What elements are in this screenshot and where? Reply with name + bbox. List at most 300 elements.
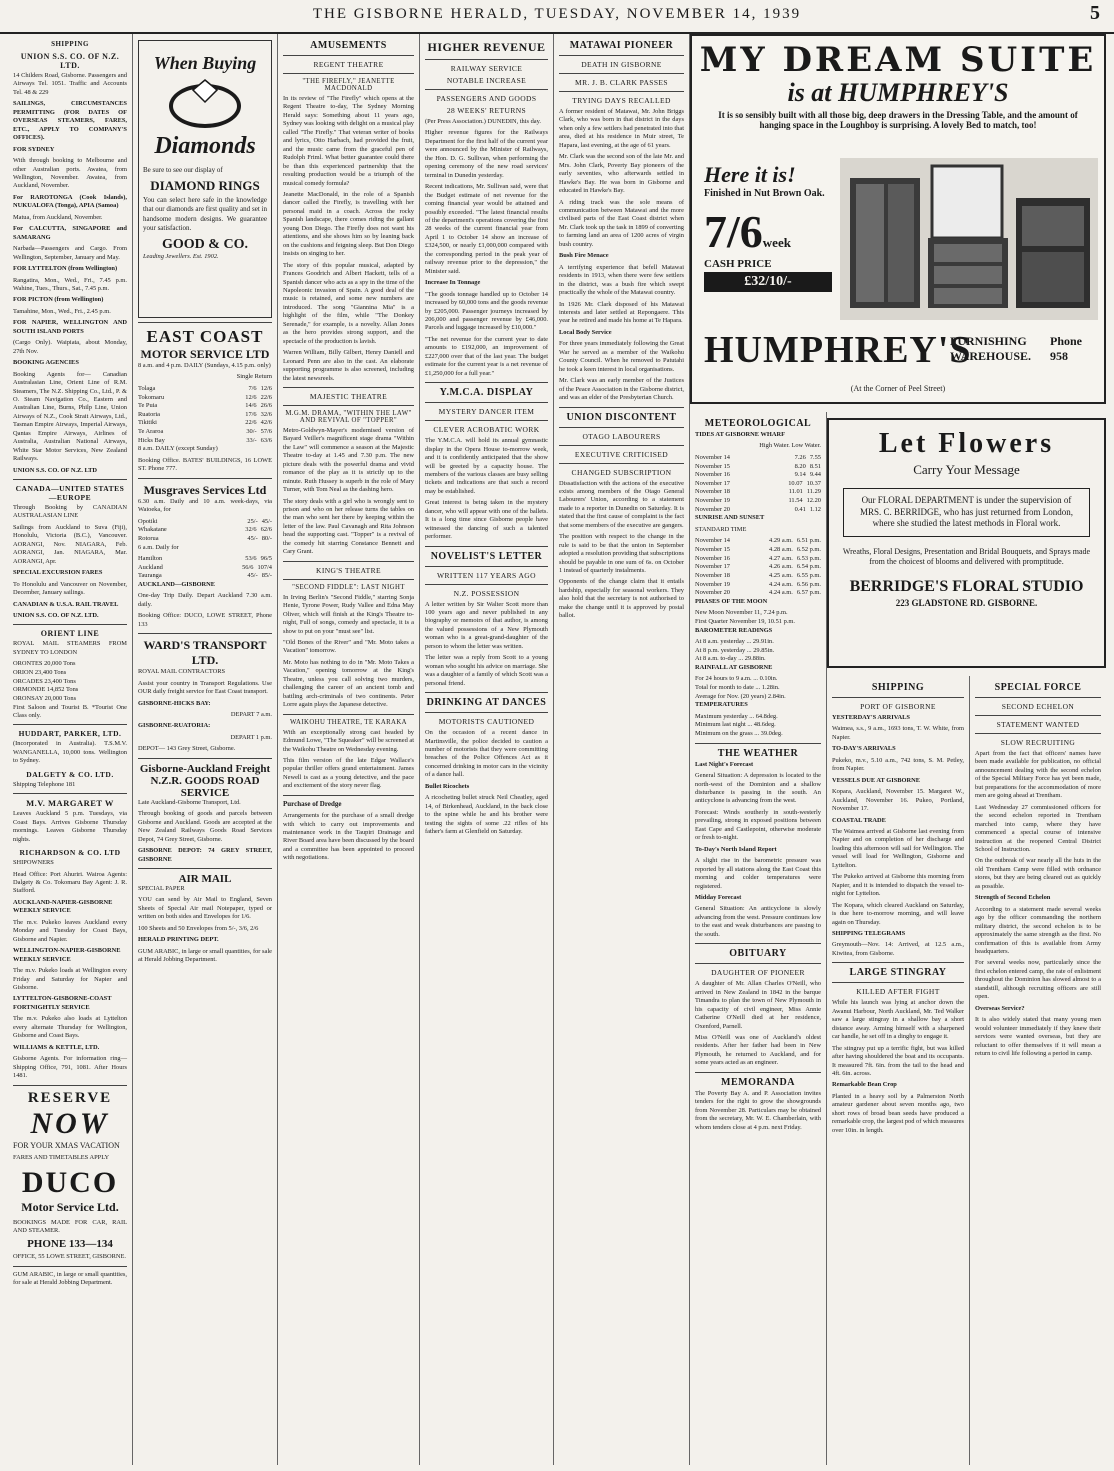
shipping-classifieds-column: SHIPPING UNION S.S. CO. OF N.Z. LTD. 14 Childers Road, Gisborne. Passengers and Airways Tel. 1051. Traffic and Accounts Tel. 48 & 229 SAILINGS, CIRCUMSTANCES PERMITTING (FOR DATES OF OVERSEAS STEAMERS, FARES, ETC., APPLY TO COMPANY'S OFFICES). FOR SYDNEY With through booking to Melbourne and other Australian ports. Awatea, from Wellington, November. Awatea, from Auckland, November. For RAROTONGA (Cook Islands), NUKUALOFA (Tonga), APIA (Samoa) Matua, from Auckland, November. For CALCUTTA, SINGAPORE and SAMARANG Narbada—Passengers and Cargo. From Wellington, September, January and May. FOR LYTTELTON (from Wellington) Rangatira, Mon., Wed., Fri., 7.45 p.m. Wahine, Tues., Thurs., Sat., 7.45 p.m. FOR PICTON (from Wellington) Tamahine, Mon., Wed., Fri., 2.45 p.m. FOR NAPIER, WELLINGTON AND SOUTH ISLAND PORTS (Cargo Only). Waipiata, about Monday, 27th Nov. BOOKING AGENCIES Booking Agents for— Canadian Australasian Line, Orient Line of R.M. Steamers, The N.Z. Shipping Co., Ltd., P. & O. Steam Navigation Co., Eastern and Australian Line, Burns, Philp Line, Union Airways of N.Z., Cook Strait Airways, Ltd., Tasman Empire Airways, Imperial Airways, Qantas Empire Airways, Airlines of Australia, Australian National Airways, White Star Motor Services, New Zealand Railways. UNION S.S. CO. OF N.Z. LTD CANADA—UNITED STATES —EUROPE Through Booking by CANADIAN AUSTRALASIAN LINE Sailings from Auckland to Suva (Fiji), Honolulu, Victoria (B.C.), Vancouver. AORANGI, Nov. NIAGARA, Feb. AORANGI, Jan. NIAGARA, Mar. AORANGI, Apr. SPECIAL EXCURSION FARES To Honolulu and Vancouver on November, December, January sailings. CANADIAN & U.S.A. RAIL TRAVEL UNION S.S. CO. OF N.Z. LTD. ORIENT LINE ROYAL MAIL STEAMERS FROM SYDNEY TO LONDON ORONTES 20,000 Tons ORION 23,400 Tons ORCADES 23,400 Tons ORMONDE 14,852 Tons ORONSAY 20,000 Tons First Saloon and Tourist B. *Tourist One Class only. HUDDART, PARKER, LTD. (Incorporated in Australia). T.S.M.V. WANGANELLA, 10,000 tons. Wellington to Sydney. DALGETY & CO. LTD. Shipping Telephone 181 M.V. MARGARET W Leaves Auckland 5 p.m. Tuesdays, via Coast Bays. Arrives Gisborne Thursday mornings. Leaves Gisborne Thursday nights. RICHARDSON & CO. LTD SHIPOWNERS Head Office: Port Ahuriri. Wairoa Agents: Dalgety & Co. Tokomaru Bay Agent: J. R. Stafford. AUCKLAND-NAPIER-GISBORNE WEEKLY SERVICE The m.v. Pukeko leaves Auckland every Monday and Tuesday for Coast Bays, Gisborne and Napier. WELLINGTON-NAPIER-GISBORNE WEEKLY SERVICE The m.v. Pukeko loads at Wellington every Friday and Saturday for Napier and Gisborne. LYTTELTON-GISBORNE-COAST FORTNIGHTLY SERVICE The m.v. Pukeko also loads at Lyttelton every alternate Thursday for Wellington, Gisborne and Coast Bays. WILLIAMS & KETTLE, LTD. Gisborne Agents. For information ring— Shipping Office, 791, 1081. After Hours 1481. RESERVE NOW FOR YOUR XMAS VACATION FARES AND TIMETABLES APPLY DUCO Motor Service Ltd. BOOKINGS MADE FOR CAR, RAIL AND STEAMER. PHONE 133—134 OFFICE, 55 LOWE STREET, GISBORNE. GUM ARABIC, in large or small quantities, for sale at Herald Jobbing Department. <box>8 34 133 1465</box>
orient-ship <box>13 669 127 678</box>
sun-row-cell: November 17 <box>695 563 730 571</box>
orient-ship-list <box>13 660 127 703</box>
herald-printing: HERALD PRINTING DEPT. <box>138 936 219 944</box>
musgraves-fare-row-cell: 45/- <box>247 534 258 542</box>
weather-paragraph-2: Forecast: Winds southerly in south-westerly prevailing, strong in exposed positions between East Cape and Castlepoint, otherwise moderate or fresh to-night. <box>695 808 821 842</box>
majestic-paragraph: Metro-Goldwyn-Mayer's modernised version of Bayard Veiller's magnificent stage drama "Within the Law" will commence a season at the Majestic Theatre to-day at 1.45 and 7.30 p.m. The new picture deals with the powerful drama and vivid romance of the play as it is strictly up to the minute. Ruth Hussey is superb in the role of Mary Turner, with Tom Neal as the dashing hero. <box>283 426 414 494</box>
last-forecast-heading: Last Night's Forecast <box>695 760 754 768</box>
stingray-heading: LARGE STINGRAY <box>849 967 947 979</box>
union-paragraph-2: The position with respect to the change in the rule is said to be that the union in September adopted a resolution providing that subscriptions should be payable in one sum of 6s. on October 1 instead of quarterly instalments. <box>559 533 684 575</box>
booking-agencies: BOOKING AGENCIES <box>13 359 79 367</box>
killed-sub: KILLED AFTER FIGHT <box>856 987 940 997</box>
musgraves-fare-row-cell: 80/- <box>261 534 272 542</box>
musgraves-fare-row-cell: 32/6 <box>245 526 257 534</box>
musgraves-more-row <box>138 572 272 581</box>
east-fare-row-cell: Tikitiki <box>138 419 157 427</box>
death-sub: DEATH IN GISBORNE <box>581 60 662 69</box>
tide-row-cell: 9.44 <box>809 471 821 479</box>
sydney-heading: FOR SYDNEY <box>13 145 55 153</box>
met-heading: METEOROLOGICAL <box>704 418 812 429</box>
tide-row <box>695 454 821 463</box>
rain-heading: RAINFALL AT GISBORNE <box>695 663 773 671</box>
margaret-heading: M.V. MARGARET W <box>26 798 114 809</box>
tide-row-cell: 9.14 <box>794 471 806 479</box>
tide-row-cell: 0.41 <box>794 505 806 513</box>
waikohu-heading: WAIKOHU THEATRE, TE KARAKA <box>289 718 407 726</box>
east-fare-row-cell: Te Araroa <box>138 428 164 436</box>
orient-ship-cell: ORCADES 23,400 Tons <box>13 677 76 685</box>
wards-sub: ROYAL MAIL CONTRACTORS <box>138 668 226 676</box>
sun-row-cell: 6.56 p.m. <box>796 580 821 588</box>
nzr-depot: GISBORNE DEPOT: 74 GREY STREET, GISBORNE <box>138 847 272 863</box>
waikohu-paragraph: With an exceptionally strong cast headed by Edmund Lowe, "The Squeaker" will be screened at the Waikohu Theatre on Wednesday evening. <box>283 728 414 753</box>
kings-sub: "SECOND FIDDLE": LAST NIGHT <box>292 583 405 591</box>
diamond-ring-icon <box>145 74 265 134</box>
bookings-line: BOOKINGS MADE FOR CAR, RAIL AND STEAMER. <box>13 1218 127 1234</box>
wards-depot: DEPOT— 143 Grey Street, Gisborne. <box>138 745 236 753</box>
bush-fire-heading: Bush Fire Menace <box>559 252 609 260</box>
written-sub: WRITTEN 117 YEARS AGO <box>437 570 536 580</box>
musgraves-daily: 6 a.m. Daily for <box>138 543 179 551</box>
news-column-railway: HIGHER REVENUE RAILWAY SERVICE NOTABLE INCREASE PASSENGERS AND GOODS 28 WEEKS' RETURNS (Per Press Association.) DUNEDIN, this day. Higher revenue figures for the Railways Department for the first half of the current year were announced by the Minister of Railways, the Hon. D. G. Sullivan, when performing the opening ceremony of the new road services' terminal in Dunedin yesterday. Recent indications, Mr. Sullivan said, were that the Budget estimate of net revenue for the coming financial year would be attained and possibly exceeded. "The latest financial results of the department's operations covering the first 28 weeks of the current financial year from April 1 to October 14 show an increase of £324,500, or nearly £1,000,000 compared with the corresponding period in the peak year of railway revenue prior to the depression," the Minister said. Increase In Tonnage "The goods tonnage handled up to October 14 increased by 60,000 tons and the goods revenue by £205,000. Passenger journeys increased by 206,000 and passenger revenue by £46,000. Parcels and luggage increased by £10,000." "The net revenue for the current year to date amounts to £192,000, an improvement of £227,000 over that of the last year. The budget estimate for the current year is a net revenue of £1,250,000 for a full year." Y.M.C.A. DISPLAY MYSTERY DANCER ITEM CLEVER ACROBATIC WORK The Y.M.C.A. will hold its annual gymnastic display in the Opera House to-morrow week, and it is confidently anticipated that the show will be greeted by a capacity house. The members of the various classes are busy selling tickets and indications are that such a record may be established. Great interest is being taken in the mystery dancer, who will appear with one of the ballets. It is a long time since Gisborne people have witnessed the dancing of such a talented performer. NOVELIST'S LETTER WRITTEN 117 YEARS AGO N.Z. POSSESSION A letter written by Sir Walter Scott more than 100 years ago and never published in any biography or memoirs of that author, is among the valued possessions of a New Plymouth woman who is a great-grand-daughter of the person to whom the letter was written. The letter was a reply from Scott to a young woman who sought his advice on marriage. She was a daughter of a family of which Scott was a personal friend. DRINKING AT DANCES MOTORISTS CAUTIONED On the occasion of a recent dance in Martinsville, the police decided to caution a number of motorists that they were committing breaches of the Police Offences Act as it concerned drinking in motor cars in the vicinity of a dance hall. Bullet Ricochets A ricocheting bullet struck Neil Cheatley, aged 14, of Birkenhead, Auckland, in the back close to the spine while he and his brother were testing the sights of some .22 rifles of his father's farm at Glenfield on Saturday. <box>420 34 554 1465</box>
transport-ads-column: When Buying Diamonds Be sure to see our display of DIAMOND RINGS You can select here safe in the knowledge that our diamonds are first quality and set in handsome modern designs. We guarantee your satisfaction. GOOD & CO. Leading Jewellers. Est. 1902. EAST COAST MOTOR SERVICE LTD 8 a.m. and 4 p.m. DAILY (Sundays, 4.15 p.m. only) Single Return Tolaga 7/6 12/6 Tokomaru 12/6 22/6 Te Puia 14/6 26/6 Ruatoria 17/6 32/6 Tikitiki 22/6 42/6 Te Araroa 30/- 57/6 Hicks Bay 33/- 63/6 8 a.m. DAILY (except Sunday) Booking Office. BATES' BUILDINGS, 16 LOWE ST. Phone 777. Musgraves Services Ltd 6.30 a.m. Daily and 10 a.m. week-days, via Waioeka, for Opotiki 25/- 45/- Whakatane 32/6 62/6 Rotorua 45/- 80/- 6 a.m. Daily for Hamilton 53/6 96/5 Auckland 56/6 107/4 Tauranga 45/- 85/- AUCKLAND—GISBORNE One-day Trip Daily. Depart Auckland 7.30 a.m. daily. Booking Office: DUCO, LOWE STREET, Phone 133 WARD'S TRANSPORT LTD. ROYAL MAIL CONTRACTORS Assist your country in Transport Regulations. Use OUR daily freight service for East Coast transport. GISBORNE-HICKS BAY: DEPART 7 a.m. GISBORNE-RUATORIA: DEPART 1 p.m. DEPOT— 143 Grey Street, Gisborne. Gisborne-Auckland Freight N.Z.R. GOODS ROAD SERVICE Late Auckland-Gisborne Transport, Ltd. Through booking of goods and parcels between Gisborne and Auckland. Goods are accepted at the New Zealand Railways Goods Road Services Depot, 74 Grey Street, Gisborne. GISBORNE DEPOT: 74 GREY STREET, GISBORNE AIR MAIL SPECIAL PAPER YOU can send by Air Mail to England, Seven Sheets of Special Air mail Notepaper, typed or written on both sides and Envelopes for 1/6. 100 Sheets and 50 Envelopes from 5/-, 3/6, 2/6 HERALD PRINTING DEPT. GUM ARABIC, in large or small quantities, for sale at Herald Jobbing Department. <box>133 34 278 1465</box>
dredge-paragraph: Arrangements for the purchase of a small dredge with which to carry out improvements and maintenance work in the Taupiri Drainage and River Board area have been discussed by the board and a committee has been appointed to proceed with negotiations. <box>283 812 414 862</box>
novelist-heading: NOVELIST'S LETTER <box>430 550 543 562</box>
musgraves-more-row-cell: Hamilton <box>138 555 163 563</box>
overseas-heading: Overseas Service? <box>975 1004 1025 1012</box>
union-heading: UNION S.S. CO. OF N.Z. LTD. <box>20 52 120 70</box>
sun-row-cell: November 19 <box>695 580 730 588</box>
orient-ship <box>13 678 127 687</box>
sun-row-cell: 4.25 a.m. <box>769 571 793 579</box>
tide-row-cell: November 15 <box>695 462 730 470</box>
humphreys-dream-suite-ad <box>690 34 1106 404</box>
xmas-line: FOR YOUR XMAS VACATION <box>13 1140 120 1150</box>
tide-row-cell: 7.55 <box>809 453 821 461</box>
shipping-news-column: SHIPPING PORT OF GISBORNE YESTERDAY'S ARRIVALS Waimea, s.s., 9 a.m., 1693 tons, T. W. White, from Napier. TO-DAY'S ARRIVALS Pukeko, m.v., 5.10 a.m., 742 tons, S. M. Petley, from Napier. VESSELS DUE AT GISBORNE Kopara, Auckland, November 15. Margaret W., Auckland, November 16. Pukeo, Portland, November 17. COASTAL TRADE The Waimea arrived at Gisborne last evening from Napier and on completion of her discharge and loading this afternoon will sail for Wellington. The vessel will load for Wellington, Gisborne and Lyttelton. The Pukeko arrived at Gisborne this morning from Napier, and it is intended to dispatch the vessel to-night for Lyttelton. The Kopara, which cleared Auckland on Saturday, is due here to-morrow morning, and will leave again on Thursday. SHIPPING TELEGRAMS Greymouth—Nov. 14: Arrived, at 12.5 a.m., Kiwitea, from Gisborne. LARGE STINGRAY KILLED AFTER FIGHT While his launch was lying at anchor down the Awanui Harbour, North Auckland, Mr. Ted Walker saw a large stingray in a shallow bay a short distance away. Arming himself with a sharpened car handle, he set off in a dinghy to engage it. The stingray put up a terrific fight, but was killed after having shouldered the boat and its occupants. It measured 7ft. 6in. from the tail to the head and 4ft. 6in. across. Remarkable Bean Crop Planted in a heavy soil by a Palmerston North amateur gardener about seven months ago, two short rows of broad bean seeds have produced a remarkable crop, the largest pod of which measures over 10in. in length. <box>827 676 970 1465</box>
rain-row <box>695 684 821 693</box>
tide-row <box>695 506 821 515</box>
masthead <box>0 0 1114 34</box>
firefly-heading: "THE FIREFLY," JEANETTE MACDONALD <box>302 78 395 92</box>
floral-department-box: Our FLORAL DEPARTMENT is under the supervision of MRS. C. BERRIDGE, who has just returned from London, where she studied the latest methods in Floral work. <box>843 488 1090 537</box>
memoranda-paragraph: The Poverty Bay A. and P. Association invites tenders for the right to grow the showgrounds from November 28. Particulars may be obtained from the secretary, Mr. W. E. Chamberlain, with whom tenders close at 4 p.m. next Friday. <box>695 1089 821 1131</box>
musgraves-fare-row <box>138 526 272 535</box>
east-coast-heading: EAST COAST <box>146 327 264 346</box>
cash-label: CASH PRICE <box>704 258 772 270</box>
rarotonga-heading: For RAROTONGA (Cook Islands), NUKUALOFA (Tonga), APIA (Samoa) <box>13 193 127 210</box>
kings-heading: KING'S THEATRE <box>316 565 381 575</box>
sun-sub: STANDARD TIME <box>695 525 747 533</box>
musgraves-more-row-cell: 96/5 <box>260 555 272 563</box>
railway-paragraph-3: "The goods tonnage handled up to October 14 increased by 60,000 tons and the goods revenue by £205,000. Passenger journeys increased by 206,000 and passenger revenue by £46,000. Parcels and luggage increased by £10,000." <box>425 290 548 332</box>
tide-row <box>695 480 821 489</box>
east-fare-row-cell: 57/6 <box>260 428 272 436</box>
statement-sub: STATEMENT WANTED <box>996 720 1080 729</box>
nzr-heading: N.Z.R. GOODS ROAD SERVICE <box>150 774 260 799</box>
higher-revenue-heading: HIGHER REVENUE <box>427 40 546 54</box>
east-fare-row-cell: Te Puia <box>138 402 158 410</box>
musgraves-more-row <box>138 564 272 573</box>
reserve-heading: RESERVE <box>27 1089 113 1106</box>
sun-row <box>695 581 821 590</box>
sun-row-cell: 4.27 a.m. <box>769 554 793 562</box>
sun-row-cell: 6.55 p.m. <box>796 571 821 579</box>
tide-row-cell: 11.29 <box>806 488 821 496</box>
special-force-column <box>970 676 1106 1465</box>
coastal-trade-heading: COASTAL TRADE <box>832 816 886 824</box>
special-paragraph-6: It is also widely stated that many young men would volunteer immediately if they knew their services were wanted overseas, but they are reluctant to offer themselves if it will mean a return to civil life following a period in camp. <box>975 1016 1101 1057</box>
auckland-napier-service: AUCKLAND-NAPIER-GISBORNE WEEKLY SERVICE <box>13 898 113 915</box>
temp-row-cell: Minimum last night ... 48.6deg. <box>695 721 776 729</box>
tide-row-cell: 10.07 <box>788 479 803 487</box>
temp-row <box>695 721 821 730</box>
air-mail-sub: SPECIAL PAPER <box>138 885 185 893</box>
dalgety-tel: Shipping Telephone 181 <box>13 780 76 788</box>
otago-sub: OTAGO LABOURERS <box>582 431 661 441</box>
regent-paragraph-1: In its review of "The Firefly" which opens at the Regent Theatre to-day, The Sydney Morning Herald says: Something about 11 years ago, Sydney was looking with delight on a musical play called "The Firefly." That veteran writer of books and lyrics, Otto Harbach, had provided the fruit, and the music came from the graceful pen of Rudolph Friml. What better guarantee could there be than this experienced partnership that the resulting production would be a triumph of the musical comedy formula? <box>283 95 414 187</box>
musgraves-fare-row <box>138 518 272 527</box>
obituary-heading: OBITUARY <box>729 948 787 960</box>
east-fare-row-cell: 14/6 <box>245 402 257 410</box>
sun-row-cell: 4.28 a.m. <box>769 545 793 553</box>
auckland-gisborne-sub: One-day Trip Daily. Depart Auckland 7.30 a.m. daily. <box>138 592 272 608</box>
musgraves-fare-row-cell: Opotiki <box>138 517 158 525</box>
sun-row-cell: November 20 <box>695 589 730 597</box>
duco-sub: Motor Service Ltd. <box>21 1199 119 1214</box>
dalgety-heading: DALGETY & CO. LTD. <box>26 769 114 779</box>
matawai-paragraph-1: A former resident of Matawai, Mr. John Briggs Clark, who was born in that district in the days when only a few settlers had penetrated into that area, died at his residence in Muir street, Te Hapara, last evening, at the age of 61 years. <box>559 108 684 149</box>
exec-sub: EXECUTIVE CRITICISED <box>574 449 669 459</box>
cash-price: £32/10/- <box>704 272 832 292</box>
moon-row-cell: First Quarter November 19, 10.51 p.m. <box>695 617 795 625</box>
musgraves-fare-row-cell: 62/6 <box>260 526 272 534</box>
east-fare-row <box>138 411 272 420</box>
tide-row-cell: November 19 <box>695 497 730 505</box>
baro-row-cell: At 8 a.m. yesterday ... 29.91in. <box>695 637 774 645</box>
east-fare-row-cell: 32/6 <box>260 410 272 418</box>
temp-row-cell: Minimum on the grass ... 39.0deg. <box>695 730 783 737</box>
sun-row-cell: November 14 <box>695 537 730 545</box>
orient-ship-cell: ORONSAY 20,000 Tons <box>13 694 77 702</box>
union-footer-2: UNION S.S. CO. OF N.Z. LTD. <box>13 612 99 620</box>
majestic-sub: M.G.M. DRAMA, "WITHIN THE LAW" AND REVIVAL OF "TOPPER" <box>285 409 412 424</box>
kings-paragraph: In Irving Berlin's "Second Fiddle," starring Sonja Henie, Tyrone Power, Rudy Vallee and Edna May Oliver, which will finish at the King's Theatre to-night, Full of songs, comedy and spectacle, it is a show to put on your "must see" list. <box>283 593 414 635</box>
baro-row <box>695 638 821 647</box>
wards-heading: WARD'S TRANSPORT LTD. <box>143 638 267 668</box>
sun-table <box>695 537 821 597</box>
rail-travel: CANADIAN & U.S.A. RAIL TRAVEL <box>13 600 119 608</box>
good-body-2: You can select here safe in the knowledge that our diamonds are first quality and set in handsome modern designs. We guarantee your satisfaction. <box>143 196 267 232</box>
weeks-sub: 28 WEEKS' RETURNS <box>446 106 527 115</box>
bean-paragraph: Planted in a heavy soil by a Palmerston North amateur gardener about seven months ago, two short rows of broad bean seeds have produced a remarkable crop, the largest pod of which measures over 10in. in length. <box>832 1092 964 1134</box>
weather-paragraph-1: General Situation: A depression is located to the north-west of the Dominion and a shallow disturbance is passing in the south. An anticyclone is advancing from the west. <box>695 772 821 805</box>
east-fare-row <box>138 437 272 446</box>
east-fare-row <box>138 428 272 437</box>
rain-list <box>695 675 821 701</box>
special-paragraph-2: Last Wednesday 27 commissioned officers for the second echelon reported in Trentham marched into camp, where they have commenced a special course of intensive instruction at the reopened Central District School of Instruction. <box>975 803 1101 853</box>
memoranda-heading: MEMORANDA <box>721 1076 795 1088</box>
special-paragraph-5: For several weeks now, particularly since the first echelon entered camp, the rate of enlistment throughout the Dominion has slowed almost to a standstill, although recruiting officers are still open. <box>975 959 1101 1001</box>
kings-paragraph-2: "Old Bones of the River" and "Mr. Moto takes a Vacation" tomorrow. <box>283 639 414 655</box>
east-fare-row-cell: Ruatoria <box>138 410 161 418</box>
today-arrival: Pukeko, m.v., 5.10 a.m., 742 tons, S. M. Petley, from Napier. <box>832 756 964 773</box>
trying-sub: TRYING DAYS RECALLED <box>572 96 671 105</box>
canada-heading: CANADA—UNITED STATES —EUROPE <box>15 484 125 503</box>
telegrams-heading: SHIPPING TELEGRAMS <box>832 929 906 937</box>
matawai-heading: MATAWAI PIONEER <box>569 40 674 51</box>
tide-row-cell: 8.20 <box>794 462 806 470</box>
east-fare-row <box>138 394 272 403</box>
duco-heading: DUCO <box>21 1165 119 1199</box>
majestic-heading: MAJESTIC THEATRE <box>309 391 388 401</box>
orient-ship <box>13 660 127 669</box>
sun-row-cell: 6.52 p.m. <box>796 545 821 553</box>
booking-office: Booking Office: DUCO, LOWE STREET, Phone 133 <box>138 612 272 628</box>
huddart-heading: HUDDART, PARKER, LTD. <box>18 729 122 739</box>
sun-row-cell: 4.26 a.m. <box>769 563 793 571</box>
sun-heading: SUNRISE AND SUNSET <box>695 514 765 522</box>
coastal-paragraph-1: The Waimea arrived at Gisborne last evening from Napier and on completion of her discharge and loading this afternoon will sail for Wellington. The vessel will load for Wellington, Gisborne and Lyttelton. <box>832 827 964 869</box>
special-paragraph-4: According to a statement made several weeks ago by the officer commanding the northern military district, the second echelon is to be approximately the same strength as the first. No confirmation of this is available from Army headquarters. <box>975 905 1101 955</box>
week-label: week <box>762 235 791 250</box>
sun-row <box>695 537 821 546</box>
tide-row-cell: November 18 <box>695 488 730 496</box>
drinking-heading: DRINKING AT DANCES <box>426 697 547 709</box>
moon-row <box>695 609 821 618</box>
east-fare-row-cell: 22/6 <box>260 393 272 401</box>
tonnage-heading: Increase In Tonnage <box>425 279 481 287</box>
lyttelton-heading: FOR LYTTELTON (from Wellington) <box>13 265 118 273</box>
amusements-heading: AMUSEMENTS <box>310 40 387 51</box>
gisborne-hicks-bay: GISBORNE-HICKS BAY: <box>138 699 211 707</box>
east-fare-row-cell: 42/6 <box>260 419 272 427</box>
railway-paragraph-2: Recent indications, Mr. Sullivan said, were that the Budget estimate of net revenue for the coming financial year would be attained and possibly exceeded. "The latest financial results of the department's operations covering the first 28 weeks of the current financial year from April 1 to October 14 show an increase of £324,500, or nearly £1,000,000 compared with the corresponding period in the peak year of railway revenue prior to the depression," the Minister said. <box>425 183 548 275</box>
musgraves-fare-row <box>138 535 272 544</box>
page-number: 5 <box>1090 2 1100 24</box>
lyttelton-service: LYTTELTON-GISBORNE-COAST FORTNIGHTLY SERVICE <box>13 995 112 1011</box>
port-sub: PORT OF GISBORNE <box>860 702 936 711</box>
musgraves-fare-row-cell: Rotorua <box>138 534 159 542</box>
union-footer: UNION S.S. CO. OF N.Z. LTD <box>13 466 98 474</box>
tide-row-cell: November 16 <box>695 471 730 479</box>
air-mail-heading: AIR MAIL <box>178 873 232 886</box>
motorists-sub: MOTORISTS CAUTIONED <box>438 717 535 727</box>
special-fares: SPECIAL EXCURSION FARES <box>13 569 103 577</box>
now-heading: NOW <box>30 1106 110 1140</box>
kettle-heading: WILLIAMS & KETTLE, LTD. <box>13 1043 100 1051</box>
east-fare-row-cell: Hicks Bay <box>138 436 165 444</box>
rain-row-cell: For 24 hours to 9 a.m. ... 0.10in. <box>695 675 778 683</box>
picton-heading: FOR PICTON (from Wellington) <box>13 296 104 304</box>
musgraves-more-row-cell: Auckland <box>138 563 163 571</box>
orient-ship-cell: ORONTES 20,000 Tons <box>13 660 76 668</box>
east-coast-sub: MOTOR SERVICE LTD <box>140 347 270 361</box>
temp-row <box>695 713 821 722</box>
hicks-depart: DEPART 7 a.m. <box>230 711 272 719</box>
good-co-name: GOOD & CO. <box>162 237 248 253</box>
price-block <box>704 162 832 292</box>
baro-list <box>695 638 821 664</box>
air-mail-body: YOU can send by Air Mail to England, Seven Sheets of Special Air mail Notepaper, typed or written on both sides and Envelopes for 1/6. <box>138 896 272 921</box>
east-fare-row <box>138 402 272 411</box>
nzr-sub: Late Auckland-Gisborne Transport, Ltd. <box>138 798 241 806</box>
baro-row-cell: At 8 a.m. to-day ... 29.88in. <box>695 655 766 663</box>
special-force-heading: SPECIAL FORCE <box>994 682 1082 693</box>
auckland-gisborne: AUCKLAND—GISBORNE <box>138 580 216 588</box>
east-fare-row-cell: 26/6 <box>260 402 272 410</box>
orient-ship-cell: ORMONDE 14,852 Tons <box>13 686 79 694</box>
slow-sub: SLOW RECRUITING <box>1000 738 1076 747</box>
musgraves-more-row <box>138 555 272 564</box>
freight-heading: Gisborne-Auckland Freight <box>139 762 271 775</box>
press-line: (Per Press Association.) DUNEDIN, this day. <box>425 118 542 125</box>
ymca-heading: Y.M.C.A. DISPLAY <box>439 387 534 399</box>
gum-arabic-ad-2: GUM ARABIC, in large or small quantities, for sale at Herald Jobbing Department. <box>138 947 272 964</box>
news-column-matawai: MATAWAI PIONEER DEATH IN GISBORNE MR. J. B. CLARK PASSES TRYING DAYS RECALLED A former resident of Matawai, Mr. John Briggs Clark, who was born in that district in the days when only a few settlers had penetrated into that area, died at his residence in Muir street, Te Hapara, last evening, at the age of 61 years. Mr. Clark was the second son of the late Mr. and Mrs. John Clark, Poverty Bay pioneers of the early seventies, who afterwards settled in Hawke's Bay. He was born in Gisborne and educated in Hawke's Bay. A riding track was the sole means of communication between Matawai and the more civilised parts of the East Coast district when Mr. Clark took up the task in 1899 of converting to farming land an area of 1200 acres of virgin bush country. Bush Fire Menace A terrifying experience that befell Matawai residents in 1913, when there were few settlers in the district, was a bush fire which swept practically the whole of the Matawai country. In 1926 Mr. Clark disposed of his Matawai interests and later settled at Repongaere. This year he retired and made his home at Te Hapara. Local Body Service For three years immediately following the Great War he served as a member of the Waikohu County Council. When he removed to Patutahi he took a keen interest in local organisations. Mr. Clark was an early member of the Justices of the Peace Association in the Gisborne district, and was an elder of the Presbyterian Church. UNION DISCONTENT OTAGO LABOURERS EXECUTIVE CRITICISED CHANGED SUBSCRIPTION Dissatisfaction with the actions of the executive exists among members of the Otago General Labourers' Union, according to a statement made to a reporter in Dunedin on Saturday. It is stated that the first cause of complaint is the fact that some members of the executive are gangers. The position with respect to the change in the rule is said to be that the union in September adopted a resolution providing that subscriptions should be payable in one sum of 6s. on October 1 instead of quarterly instalments. Opponents of the change claim that it entails hardship, especially for seasonal workers. They also hold that the secretary is not authorised to make the change until it is approved by postal ballot. <box>554 34 690 1465</box>
tide-row-cell: 1.12 <box>809 505 821 513</box>
tide-row-cell: 11.54 <box>788 497 803 505</box>
sun-row-cell: 6.53 p.m. <box>796 554 821 562</box>
union-address: 14 Childers Road, Gisborne. Passengers and Airways Tel. 1051. Traffic and Accounts Tel. 48 & 229 <box>13 72 127 96</box>
diamonds-word: Diamonds <box>154 133 256 159</box>
tide-row-cell: 12.20 <box>806 497 821 505</box>
orient-heading: ORIENT LINE <box>40 629 100 639</box>
east-daily: 8 a.m. DAILY (except Sunday) <box>138 445 218 453</box>
midday-heading: Midday Forecast <box>695 893 742 901</box>
rain-row-cell: Average for Nov. (20 years) 2.84in. <box>695 692 786 700</box>
special-paragraph-3: On the outbreak of war nearly all the huts in the old Trentham Camp were filled with ordnance stores, but they are being cleared out as quickly as possible. <box>975 857 1101 890</box>
weekly-price: 7/6 <box>704 206 763 257</box>
tides-heading: TIDES AT GISBORNE WHARF <box>695 431 786 438</box>
weather-paragraph-3: A slight rise in the barometric pressure was reported by all stations along the East Coast this morning and colder temperatures were registered. <box>695 857 821 890</box>
musgraves-more-fares <box>138 555 272 581</box>
good-co-ad <box>138 40 272 318</box>
moon-heading: PHASES OF THE MOON <box>695 597 768 605</box>
yesterday-heading: YESTERDAY'S ARRIVALS <box>832 714 910 721</box>
railway-paragraph-1: Higher revenue figures for the Railways Department for the first half of the current year were announced by the Minister of Railways, the Hon. D. G. Sullivan, when performing the opening ceremony of the new road services' terminal in Dunedin yesterday. <box>425 129 548 179</box>
east-fare-row-cell: 12/6 <box>260 384 272 392</box>
east-fare-row-cell: Tokomaru <box>138 393 165 401</box>
obituary-paragraph: A daughter of Mr. Allan Charles O'Neill, who arrived in New Zealand in 1842 in the barque Timandra to plan the town of New Plymouth in his capacity of civil engineer, Miss Annie Catherine O'Neill died at her residence, Oxenford, Parnell. <box>695 980 821 1030</box>
clever-sub: CLEVER ACROBATIC WORK <box>433 425 540 435</box>
local-body-heading: Local Body Service <box>559 328 612 336</box>
bush-fire-paragraph: A terrifying experience that befell Matawai residents in 1913, when there were few settlers in the district, was a bush fire which swept practically the whole of the Matawai country. <box>559 263 684 297</box>
fares-header: Single Return <box>236 373 272 381</box>
temp-heading: TEMPERATURES <box>695 701 748 709</box>
sun-row-cell: November 18 <box>695 571 730 579</box>
temp-row <box>695 730 821 739</box>
musgraves-heading: Musgraves Services Ltd <box>143 482 267 497</box>
dream-suite-heading: MY DREAM SUITE <box>699 40 1097 80</box>
tide-row <box>695 497 821 506</box>
musgraves-fare-row-cell: Whakatane <box>138 526 167 534</box>
ymca-paragraph: The Y.M.C.A. will hold its annual gymnastic display in the Opera House to-morrow week, and it is confidently anticipated that the show will be greeted by a capacity house. The members of the various classes are busy selling tickets and indications are that such a record may be established. <box>425 437 548 495</box>
here-it-is: Here it is! <box>704 162 796 187</box>
shipping-heading: SHIPPING <box>51 40 89 48</box>
tides-table <box>695 454 821 514</box>
baro-row-cell: At 8 p.m. yesterday ... 29.85in. <box>695 646 775 654</box>
air-mail-sheets: 100 Sheets and 50 Envelopes from 5/-, 3/6, 2/6 <box>138 924 259 932</box>
dream-suite-text: It is so sensibly built with all those big, deep drawers in the Dressing Table, and the amount of hanging space in the Loughboy is surprising. A lovely Bed to match, too! <box>718 110 1078 130</box>
orient-ship <box>13 686 127 695</box>
good-co-sub: Leading Jewellers. Est. 1902. <box>143 253 219 261</box>
rain-row-cell: Total for month to date ... 1.28in. <box>695 683 780 691</box>
ruatoria-depart: DEPART 1 p.m. <box>230 733 272 741</box>
mystery-sub: MYSTERY DANCER ITEM <box>438 407 535 417</box>
dredge-heading: Purchase of Dredge <box>283 799 342 808</box>
orient-ship-cell: ORION 23,400 Tons <box>13 669 67 677</box>
baro-heading: BAROMETER READINGS <box>695 626 773 634</box>
bedroom-suite-illustration <box>840 158 1098 320</box>
gum-arabic-ad: GUM ARABIC, in large or small quantities, for sale at Herald Jobbing Department. <box>13 1270 127 1287</box>
union-discontent-heading: UNION DISCONTENT <box>566 411 677 423</box>
humphreys-name: HUMPHREY'S <box>704 329 972 371</box>
orient-ship <box>13 695 127 704</box>
strength-heading: Strength of Second Echelon <box>975 894 1051 902</box>
vessels-due: Kopara, Auckland, November 15. Margaret W., Auckland, November 16. Pukeo, Portland, November 17. <box>832 788 964 813</box>
yesterday-arrival: Waimea, s.s., 9 a.m., 1693 tons, T. W. White, from Napier. <box>832 725 964 741</box>
when-buying: When Buying <box>153 53 257 73</box>
tides-header: High Water. Low Water. <box>759 442 821 450</box>
stingray-paragraph: While his launch was lying at anchor down the Awanui Harbour, North Auckland, Mr. Ted Walker saw a large stingray in a shallow bay a short distance away. Arming himself with a sharpened car handle, he set off in a dinghy to engage it. <box>832 999 964 1041</box>
notable-sub: NOTABLE INCREASE <box>446 76 527 85</box>
duco-office: OFFICE, 55 LOWE STREET, GISBORNE. <box>13 1253 126 1261</box>
east-fare-row-cell: 17/6 <box>245 410 257 418</box>
musgraves-more-row-cell: 53/6 <box>245 555 257 563</box>
sailings-notice: SAILINGS, CIRCUMSTANCES PERMITTING (FOR DATES OF OVERSEAS STEAMERS, FARES, ETC., APPLY TO COMPANY'S OFFICES). <box>13 100 127 142</box>
sun-row-cell: November 15 <box>695 545 730 553</box>
berridge-name: BERRIDGE'S FLORAL STUDIO <box>849 577 1084 595</box>
bullet-heading: Bullet Ricochets <box>425 782 470 790</box>
berridge-flowers-ad <box>827 418 1106 668</box>
vessels-due-heading: VESSELS DUE AT GISBORNE <box>832 776 921 784</box>
musgraves-fare-row-cell: 25/- <box>247 517 258 525</box>
moon-row-cell: New Moon November 11, 7.24 p.m. <box>695 609 788 617</box>
sun-row <box>695 555 821 564</box>
east-fare-row-cell: Tolaga <box>138 384 156 392</box>
matawai-paragraph-2: Mr. Clark was the second son of the late Mr. and Mrs. John Clark, Poverty Bay pioneers of the early seventies, who afterwards settled in Hawke's Bay. He was born in Gisborne and educated in Hawke's Bay. <box>559 153 684 195</box>
dream-suite-subheading: is at HUMPHREY'S <box>787 78 1009 107</box>
east-fare-row <box>138 385 272 394</box>
moon-row <box>695 618 821 627</box>
musgraves-fares <box>138 518 272 544</box>
east-fare-row-cell: 12/6 <box>245 393 257 401</box>
rain-row <box>695 675 821 684</box>
sun-row-cell: November 16 <box>695 554 730 562</box>
musgraves-more-row-cell: 107/4 <box>257 563 272 571</box>
sun-row-cell: 6.57 p.m. <box>796 589 821 597</box>
moon-list <box>695 609 821 626</box>
weather-heading: THE WEATHER <box>717 747 799 759</box>
diamond-rings: DIAMOND RINGS <box>150 178 260 194</box>
regent-paragraph-2: Jeanette MacDonald, in the role of a Spanish dancer called the Firefly, is travelling with her personal maid in a coach. Across the rocky Spanish landscape, there comes riding the gallant young Don Diego. The Firefly does not want his attentions, and she shows him so by leaning back on the cushions and feigning sleep. But Don Diego insists on singing to her. <box>283 190 414 258</box>
rain-row <box>695 693 821 702</box>
bean-heading: Remarkable Bean Crop <box>832 1081 897 1089</box>
sun-row-cell: 4.24 a.m. <box>769 580 793 588</box>
musgraves-more-row-cell: 56/6 <box>242 563 254 571</box>
tide-row-cell: 10.37 <box>806 479 821 487</box>
sun-row <box>695 546 821 555</box>
drinking-paragraph: On the occasion of a recent dance in Martinsville, the police decided to caution a number of motorists that they were committing breaches of the Police Offences Act as it concerned drinking in motor cars in the vicinity of a dance hall. <box>425 729 548 779</box>
sun-row-cell: 6.51 p.m. <box>796 537 821 545</box>
passes-sub: MR. J. B. CLARK PASSES <box>575 78 668 87</box>
calcutta-heading: For CALCUTTA, SINGAPORE and SAMARANG <box>13 225 127 241</box>
temp-row-cell: Maximum yesterday ... 64.8deg. <box>695 712 778 720</box>
furnishing-warehouse: FURNISHING WAREHOUSE. <box>950 334 1032 363</box>
bullet-paragraph: A ricocheting bullet struck Neil Cheatley, aged 14, of Birkenhead, Auckland, in the back close to the spine while he and his brother were testing the sights of some .22 rifles of his father's farm at Glenfield on Saturday. <box>425 794 548 836</box>
special-paragraph-1: Apart from the fact that officers' names have been made available for publication, no official announcement dealing with the second echelon of the Special Military Force has yet been made, but preparations for the accommodation of more men are going ahead at Trentham. <box>975 750 1101 800</box>
